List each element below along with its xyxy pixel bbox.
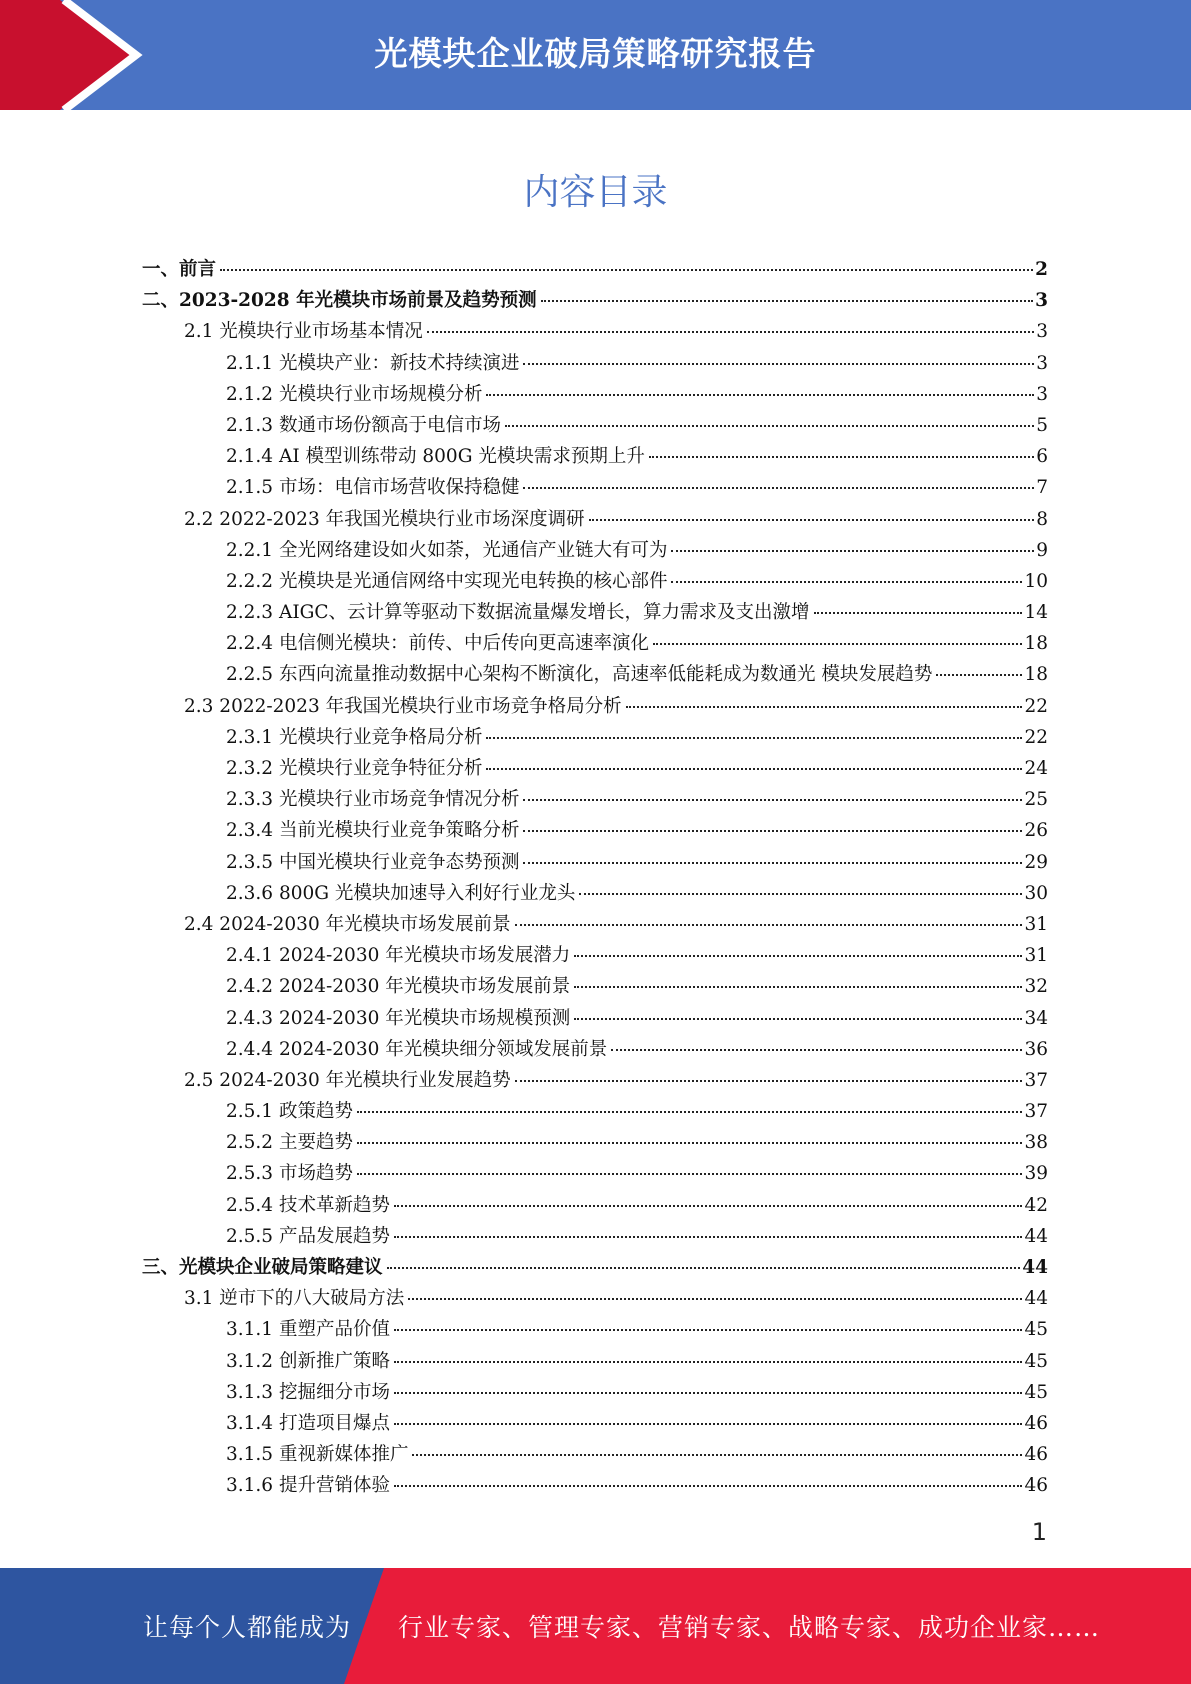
toc-dot-leader bbox=[515, 1080, 1023, 1082]
toc-dot-leader bbox=[394, 1329, 1022, 1331]
toc-entry[interactable] bbox=[142, 441, 1048, 472]
toc-entry-page: 31 bbox=[1024, 913, 1048, 935]
toc-entry-label: 2.3.6 800G 光模块加速导入利好行业龙头 bbox=[226, 882, 576, 904]
toc-dot-leader bbox=[387, 1267, 1021, 1269]
toc-entry[interactable] bbox=[142, 691, 1048, 722]
toc-entry[interactable] bbox=[142, 1065, 1048, 1096]
toc-entry[interactable] bbox=[142, 535, 1048, 566]
toc-entry-label: 2.1.5 市场：电信市场营收保持稳健 bbox=[226, 477, 520, 499]
toc-entry-label: 2.2.3 AIGC、云计算等驱动下数据流量爆发增长，算力需求及支出激增 bbox=[226, 602, 810, 624]
toc-dot-leader bbox=[574, 955, 1022, 957]
toc-dot-leader bbox=[523, 487, 1034, 489]
toc-dot-leader bbox=[357, 1142, 1023, 1144]
toc-entry-label: 一、前言 bbox=[142, 259, 217, 280]
toc-entry-label: 三、光模块企业破局策略建议 bbox=[142, 1257, 383, 1278]
toc-entry[interactable] bbox=[142, 1283, 1048, 1314]
toc-dot-leader bbox=[515, 924, 1023, 926]
toc-entry-label: 2.5.5 产品发展趋势 bbox=[226, 1225, 390, 1247]
toc-entry-page: 25 bbox=[1024, 789, 1048, 811]
toc-dot-leader bbox=[541, 300, 1034, 302]
toc-dot-leader bbox=[505, 425, 1034, 427]
toc-entry-label: 2.4.4 2024-2030 年光模块细分领域发展前景 bbox=[226, 1038, 608, 1060]
toc-entry-label: 2.5.2 主要趋势 bbox=[226, 1132, 353, 1154]
toc-entry[interactable] bbox=[142, 348, 1048, 379]
toc-dot-leader bbox=[671, 581, 1022, 583]
toc-entry-label: 2.1 光模块行业市场基本情况 bbox=[184, 321, 423, 343]
toc-entry-label: 3.1.6 提升营销体验 bbox=[226, 1475, 390, 1497]
toc-entry-page: 3 bbox=[1036, 383, 1048, 405]
toc-dot-leader bbox=[574, 1018, 1022, 1020]
toc-entry-label: 2.1.4 AI 模型训练带动 800G 光模块需求预期上升 bbox=[226, 446, 645, 468]
toc-dot-leader bbox=[936, 674, 1022, 676]
toc-entry[interactable] bbox=[142, 847, 1048, 878]
toc-entry-page: 34 bbox=[1024, 1007, 1048, 1029]
toc-dot-leader bbox=[523, 363, 1034, 365]
toc-entry[interactable] bbox=[142, 1190, 1048, 1221]
toc-dot-leader bbox=[486, 768, 1022, 770]
toc-dot-leader bbox=[394, 1485, 1022, 1487]
toc-entry[interactable] bbox=[142, 628, 1048, 659]
toc-entry-label: 2.5.4 技术革新趋势 bbox=[226, 1194, 390, 1216]
toc-entry-label: 2.3.5 中国光模块行业竞争态势预测 bbox=[226, 851, 520, 873]
toc-dot-leader bbox=[394, 1205, 1022, 1207]
toc-entry-page: 9 bbox=[1036, 539, 1048, 561]
toc-dot-leader bbox=[220, 269, 1033, 271]
toc-entry-page: 45 bbox=[1024, 1319, 1048, 1341]
toc-entry-page: 46 bbox=[1024, 1475, 1048, 1497]
toc-entry-label: 3.1.2 创新推广策略 bbox=[226, 1350, 390, 1372]
toc-entry[interactable] bbox=[142, 285, 1048, 316]
toc-entry[interactable] bbox=[142, 504, 1048, 535]
toc-entry[interactable] bbox=[142, 1470, 1048, 1501]
toc-entry-label: 3.1 逆市下的八大破局方法 bbox=[184, 1288, 405, 1310]
toc-entry-page: 37 bbox=[1024, 1101, 1048, 1123]
toc-entry[interactable] bbox=[142, 1003, 1048, 1034]
toc-entry-page: 31 bbox=[1024, 945, 1048, 967]
toc-dot-leader bbox=[523, 862, 1022, 864]
toc-entry-page: 36 bbox=[1024, 1038, 1048, 1060]
toc-entry-label: 2.2.1 全光网络建设如火如荼，光通信产业链大有可为 bbox=[226, 539, 668, 561]
toc-entry-page: 46 bbox=[1024, 1412, 1048, 1434]
page-number: 1 bbox=[1031, 1518, 1047, 1546]
toc-entry-label: 3.1.4 打造项目爆点 bbox=[226, 1412, 390, 1434]
toc-entry-label: 2.1.1 光模块产业：新技术持续演进 bbox=[226, 352, 520, 374]
toc-entry[interactable] bbox=[142, 472, 1048, 503]
toc-entry-label: 二、2023-2028 年光模块市场前景及趋势预测 bbox=[142, 290, 537, 312]
toc-dot-leader bbox=[523, 799, 1022, 801]
toc-dot-leader bbox=[814, 612, 1023, 614]
toc-entry[interactable] bbox=[142, 1034, 1048, 1065]
toc-entry[interactable] bbox=[142, 316, 1048, 347]
toc-dot-leader bbox=[394, 1361, 1022, 1363]
toc-entry-page: 29 bbox=[1024, 851, 1048, 873]
toc-entry-page: 44 bbox=[1022, 1257, 1048, 1278]
toc-entry-label: 2.4.2 2024-2030 年光模块市场发展前景 bbox=[226, 976, 571, 998]
toc-entry-page: 10 bbox=[1024, 570, 1048, 592]
toc-entry[interactable] bbox=[142, 1096, 1048, 1127]
toc-entry-page: 22 bbox=[1024, 726, 1048, 748]
toc-entry[interactable] bbox=[142, 1252, 1048, 1283]
toc-entry-label: 2.2.4 电信侧光模块：前传、中后传向更高速率演化 bbox=[226, 633, 649, 655]
toc-entry-label: 2.3.2 光模块行业竞争特征分析 bbox=[226, 758, 483, 779]
toc-entry-page: 44 bbox=[1024, 1225, 1048, 1247]
footer-slogan-left: 让每个人都能成为 bbox=[143, 1613, 352, 1642]
toc-entry[interactable] bbox=[142, 254, 1048, 285]
toc-entry[interactable] bbox=[142, 410, 1048, 441]
toc-entry-page: 45 bbox=[1024, 1381, 1048, 1403]
toc-entry[interactable] bbox=[142, 1158, 1048, 1189]
toc-entry-label: 2.3.1 光模块行业竞争格局分析 bbox=[226, 726, 483, 748]
toc-entry[interactable] bbox=[142, 379, 1048, 410]
toc-dot-leader bbox=[671, 550, 1034, 552]
toc-entry[interactable] bbox=[142, 1221, 1048, 1252]
toc-entry-page: 38 bbox=[1024, 1132, 1048, 1154]
toc-entry-page: 42 bbox=[1024, 1194, 1048, 1216]
toc-entry-label: 2.5 2024-2030 年光模块行业发展趋势 bbox=[184, 1069, 511, 1091]
toc-entry-page: 3 bbox=[1036, 321, 1048, 343]
toc-dot-leader bbox=[412, 1454, 1022, 1456]
toc-entry-label: 2.1.2 光模块行业市场规模分析 bbox=[226, 383, 483, 405]
toc-entry-page: 46 bbox=[1024, 1444, 1048, 1466]
toc-dot-leader bbox=[408, 1298, 1022, 1300]
toc-entry-label: 2.1.3 数通市场份额高于电信市场 bbox=[226, 414, 501, 436]
toc-entry-page: 30 bbox=[1024, 882, 1048, 904]
table-of-contents bbox=[142, 254, 1048, 1502]
toc-entry[interactable] bbox=[142, 753, 1048, 784]
toc-title: 内容目录 bbox=[523, 172, 668, 213]
toc-entry-label: 2.4.3 2024-2030 年光模块市场规模预测 bbox=[226, 1007, 571, 1029]
toc-dot-leader bbox=[653, 643, 1022, 645]
toc-entry[interactable] bbox=[142, 909, 1048, 940]
toc-dot-leader bbox=[611, 1049, 1022, 1051]
toc-entry-label: 2.4 2024-2030 年光模块市场发展前景 bbox=[184, 913, 511, 935]
footer-banner bbox=[0, 1568, 1191, 1684]
toc-entry[interactable] bbox=[142, 1439, 1048, 1470]
toc-entry-label: 2.5.3 市场趋势 bbox=[226, 1163, 353, 1185]
toc-entry-label: 3.1.1 重塑产品价值 bbox=[226, 1319, 390, 1341]
toc-entry-label: 3.1.5 重视新媒体推广 bbox=[226, 1444, 409, 1466]
toc-entry-page: 39 bbox=[1024, 1163, 1048, 1185]
toc-entry[interactable] bbox=[142, 566, 1048, 597]
toc-entry-label: 3.1.3 挖掘细分市场 bbox=[226, 1381, 390, 1403]
toc-entry-label: 2.3.3 光模块行业市场竞争情况分析 bbox=[226, 789, 520, 811]
toc-entry[interactable] bbox=[142, 1314, 1048, 1345]
toc-entry[interactable] bbox=[142, 971, 1048, 1002]
toc-entry-label: 2.5.1 政策趋势 bbox=[226, 1101, 353, 1123]
toc-entry-page: 44 bbox=[1024, 1288, 1048, 1310]
toc-entry-page: 26 bbox=[1024, 820, 1048, 842]
toc-dot-leader bbox=[394, 1236, 1022, 1238]
toc-entry[interactable] bbox=[142, 878, 1048, 909]
toc-entry-label: 2.3.4 当前光模块行业竞争策略分析 bbox=[226, 820, 520, 842]
toc-entry-page: 3 bbox=[1036, 352, 1048, 374]
toc-entry[interactable] bbox=[142, 1408, 1048, 1439]
toc-dot-leader bbox=[626, 706, 1023, 708]
report-title: 光模块企业破局策略研究报告 bbox=[374, 34, 817, 73]
toc-entry[interactable] bbox=[142, 1377, 1048, 1408]
toc-dot-leader bbox=[357, 1173, 1023, 1175]
toc-dot-leader bbox=[579, 893, 1022, 895]
toc-entry-label: 2.2 2022-2023 年我国光模块行业市场深度调研 bbox=[184, 508, 585, 530]
toc-entry-page: 45 bbox=[1024, 1350, 1048, 1372]
toc-dot-leader bbox=[574, 986, 1022, 988]
toc-entry-label: 2.3 2022-2023 年我国光模块行业市场竞争格局分析 bbox=[184, 695, 622, 717]
toc-entry-page: 32 bbox=[1024, 976, 1048, 998]
toc-entry-page: 22 bbox=[1024, 695, 1048, 717]
toc-entry[interactable] bbox=[142, 815, 1048, 846]
toc-dot-leader bbox=[427, 331, 1034, 333]
toc-entry-label: 2.4.1 2024-2030 年光模块市场发展潜力 bbox=[226, 945, 571, 967]
toc-entry[interactable] bbox=[142, 659, 1048, 690]
toc-entry-page: 37 bbox=[1024, 1069, 1048, 1091]
toc-dot-leader bbox=[394, 1423, 1022, 1425]
toc-entry-page: 24 bbox=[1024, 758, 1048, 779]
toc-dot-leader bbox=[649, 456, 1034, 458]
toc-dot-leader bbox=[486, 737, 1022, 739]
toc-entry[interactable] bbox=[142, 597, 1048, 628]
toc-entry-label: 2.2.5 东西向流量推动数据中心架构不断演化，高速率低能耗成为数通光 模块发展趋势 bbox=[226, 664, 933, 686]
toc-entry[interactable] bbox=[142, 940, 1048, 971]
toc-entry[interactable] bbox=[142, 722, 1048, 753]
toc-dot-leader bbox=[589, 519, 1035, 521]
toc-entry[interactable] bbox=[142, 1127, 1048, 1158]
toc-entry-page: 7 bbox=[1036, 477, 1048, 499]
toc-entry-label: 2.2.2 光模块是光通信网络中实现光电转换的核心部件 bbox=[226, 570, 668, 592]
toc-dot-leader bbox=[523, 830, 1022, 832]
toc-entry-page: 6 bbox=[1036, 446, 1048, 468]
toc-entry-page: 8 bbox=[1036, 508, 1048, 530]
toc-entry[interactable] bbox=[142, 1346, 1048, 1377]
toc-dot-leader bbox=[394, 1392, 1022, 1394]
toc-dot-leader bbox=[357, 1111, 1023, 1113]
toc-entry-page: 18 bbox=[1024, 633, 1048, 655]
toc-entry-page: 14 bbox=[1024, 602, 1048, 624]
toc-entry-page: 18 bbox=[1024, 664, 1048, 686]
toc-dot-leader bbox=[486, 394, 1034, 396]
footer-slogan-right: 行业专家、管理专家、营销专家、战略专家、成功企业家…… bbox=[398, 1613, 1101, 1642]
toc-entry-page: 2 bbox=[1035, 259, 1048, 280]
toc-entry[interactable] bbox=[142, 784, 1048, 815]
toc-entry-page: 3 bbox=[1035, 290, 1048, 312]
toc-entry-page: 5 bbox=[1036, 414, 1048, 436]
header-banner bbox=[0, 0, 1191, 110]
